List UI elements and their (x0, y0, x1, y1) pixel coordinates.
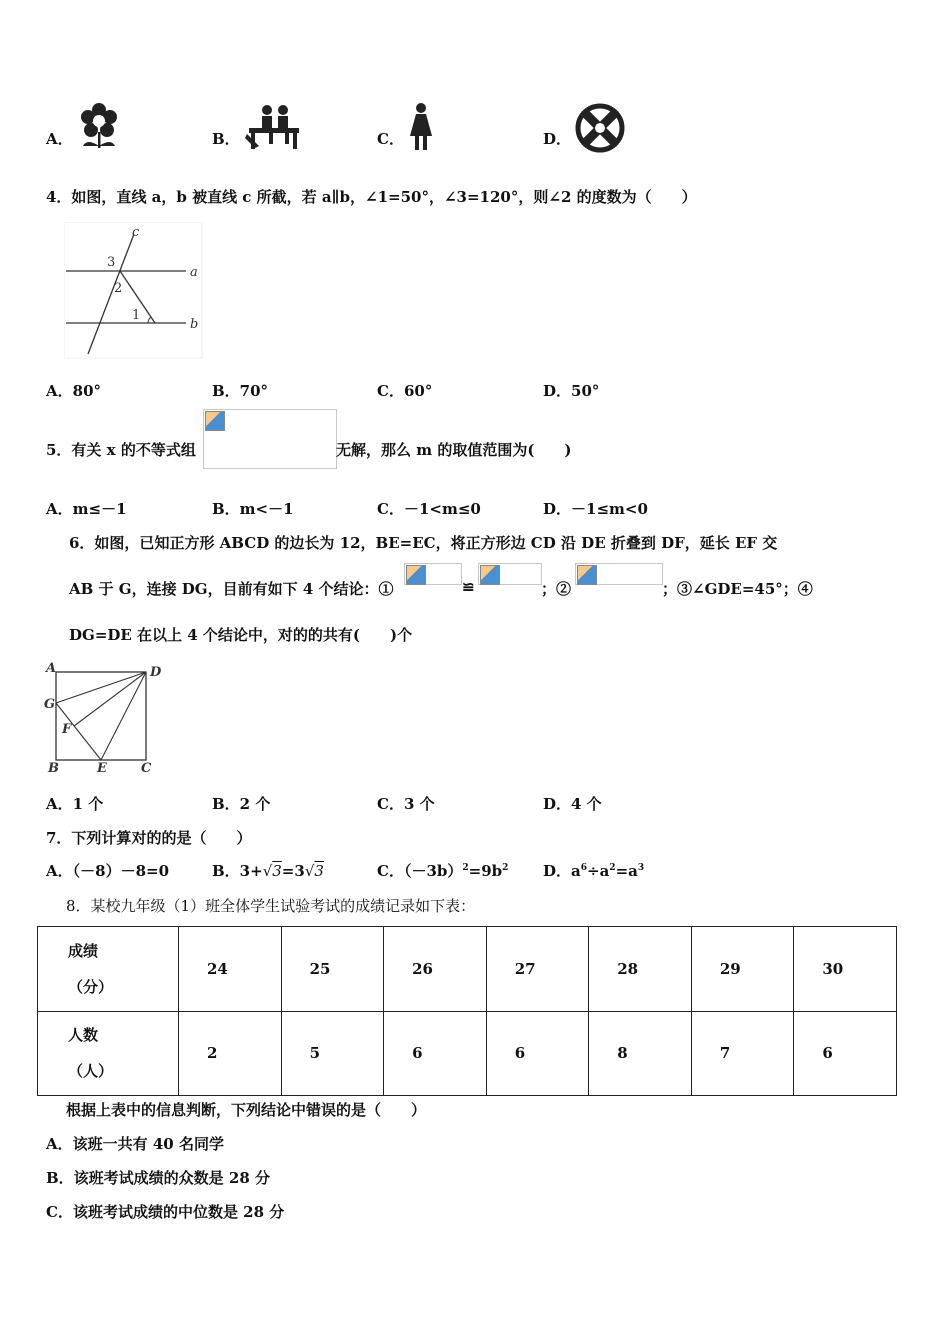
q7-option-d-mid: ÷a (587, 862, 610, 880)
q6-label-A: A (46, 661, 57, 676)
q7-option-c-pre: C．（－3b） (377, 862, 463, 880)
sqrt-sign: √ (304, 862, 315, 880)
q7-option-b (212, 860, 324, 881)
q6-line2-c: ；③∠GDE=45°；④ (662, 580, 813, 598)
table-row (38, 1011, 897, 1096)
image-placeholder-icon (406, 565, 426, 585)
score-cell: 25 (281, 927, 384, 1012)
q7-option-c-post: =9b (468, 862, 503, 880)
q4-label-a: a (190, 265, 198, 280)
count-cell: 6 (384, 1011, 487, 1096)
ring-x-icon (574, 103, 626, 153)
q6-option-a: A．1 个 (46, 795, 104, 813)
q6-line3: DG=DE 在以上 4 个结论中，对的的共有( )个 (69, 626, 413, 644)
score-cell: 24 (179, 927, 282, 1012)
q7-option-b-pre: B．3+ (212, 862, 263, 880)
count-cell: 5 (281, 1011, 384, 1096)
q7-option-d-e2: 2 (609, 863, 616, 873)
count-header-line1: 人数 (68, 1026, 99, 1045)
image-placeholder-icon (480, 565, 500, 585)
q7-option-d-post: =a (615, 862, 638, 880)
q6-congruent-sign: ≌ (462, 578, 475, 596)
q6-label-E: E (97, 761, 107, 776)
q8-option-b: B．该班考试成绩的众数是 28 分 (46, 1169, 270, 1187)
score-header-line2: （分） (68, 977, 114, 996)
score-cell: 29 (691, 927, 794, 1012)
q4-label-c: c (132, 225, 140, 240)
q6-option-b: B．2 个 (212, 795, 271, 813)
q3-option-b-label: B． (212, 130, 240, 148)
count-cell: 7 (691, 1011, 794, 1096)
count-header-cell (38, 1011, 179, 1096)
q8-option-c: C．该班考试成绩的中位数是 28 分 (46, 1203, 285, 1221)
q6-line2-a: AB 于 G，连接 DG，目前有如下 4 个结论：① (69, 580, 394, 598)
q6-line2-b: ；② (541, 580, 572, 598)
q8-option-a: A．该班一共有 40 名同学 (46, 1135, 224, 1153)
count-cell: 6 (486, 1011, 589, 1096)
q7-option-b-mid: =3 (281, 862, 305, 880)
q3-option-c-label: C． (377, 130, 404, 148)
count-cell: 6 (794, 1011, 897, 1096)
q7-option-d-e3: 3 (637, 863, 645, 873)
score-header-line1: 成绩 (68, 941, 99, 960)
image-placeholder-icon (205, 411, 225, 431)
q4-label-3: 3 (107, 255, 116, 270)
q4-option-b: B．70° (212, 382, 269, 400)
q8-stem: 8．某校九年级（1）班全体学生试验考试的成绩记录如下表： (66, 897, 476, 915)
table-row (38, 927, 897, 1012)
q4-option-c: C．60° (377, 382, 433, 400)
q7-option-d-e1: 6 (580, 863, 587, 873)
score-table (37, 926, 897, 1096)
q7-option-a: A．（－8）－8=0 (46, 862, 170, 880)
q7-option-c-exp: 2 (462, 863, 469, 873)
q5-option-d: D．－1≤m<0 (543, 500, 648, 518)
q8-question: 根据上表中的信息判断，下列结论中错误的是（ ） (66, 1101, 427, 1119)
q6-triangle-image-2 (478, 563, 542, 585)
bench-people-icon (243, 104, 303, 152)
q6-label-F: F (62, 722, 72, 737)
q7-option-b-radicand-2: 3 (314, 862, 324, 880)
q7-option-d-pre: D．a (543, 862, 581, 880)
q7-option-c-exp2: 2 (502, 863, 509, 873)
q7-option-d (543, 860, 644, 881)
q6-figure (42, 660, 166, 776)
flower-icon (77, 102, 121, 152)
q7-option-c (377, 860, 508, 881)
q5-stem-before: 5．有关 x 的不等式组 (46, 441, 196, 459)
q4-figure (64, 222, 204, 360)
q5-option-b: B．m<－1 (212, 500, 294, 518)
q6-condition-image (575, 563, 663, 585)
woman-icon (406, 102, 436, 152)
q6-label-B: B (48, 761, 59, 776)
q4-label-2: 2 (114, 281, 123, 296)
q6-label-C: C (141, 761, 152, 776)
score-cell: 28 (589, 927, 692, 1012)
q6-line1: 6．如图，已知正方形 ABCD 的边长为 12，BE=EC，将正方形边 CD 沿 DE 折叠到 DF，延长 EF 交 (69, 534, 778, 552)
q4-label-1: 1 (132, 308, 141, 323)
score-cell: 30 (794, 927, 897, 1012)
q4-label-b: b (190, 317, 199, 332)
q6-triangle-image-1 (404, 563, 462, 585)
count-cell: 8 (589, 1011, 692, 1096)
q6-option-c: C．3 个 (377, 795, 435, 813)
q5-inequality-image (203, 409, 337, 469)
score-header-cell (38, 927, 179, 1012)
score-cell: 26 (384, 927, 487, 1012)
q5-option-a: A．m≤－1 (46, 500, 127, 518)
q4-option-a: A．80° (46, 382, 102, 400)
q5-option-c: C．－1<m≤0 (377, 500, 481, 518)
q6-option-d: D．4 个 (543, 795, 602, 813)
count-header-line2: （人） (68, 1062, 114, 1081)
q3-option-d-label: D． (543, 130, 572, 148)
q7-stem: 7．下列计算对的的是（ ） (46, 829, 252, 847)
q4-stem: 4．如图，直线 a，b 被直线 c 所截，若 a∥b，∠1=50°，∠3=120°，则∠2 的度数为（ ） (46, 188, 697, 206)
q6-label-G: G (44, 697, 56, 712)
score-cell: 27 (486, 927, 589, 1012)
image-placeholder-icon (577, 565, 597, 585)
q6-label-D: D (150, 665, 162, 680)
q7-option-b-radicand-1: 3 (272, 862, 282, 880)
q4-option-d: D．50° (543, 382, 600, 400)
count-cell: 2 (179, 1011, 282, 1096)
q5-stem-after: 无解，那么 m 的取值范围为( ) (336, 441, 572, 459)
sqrt-sign: √ (262, 862, 273, 880)
q3-option-a-label: A． (46, 130, 73, 148)
